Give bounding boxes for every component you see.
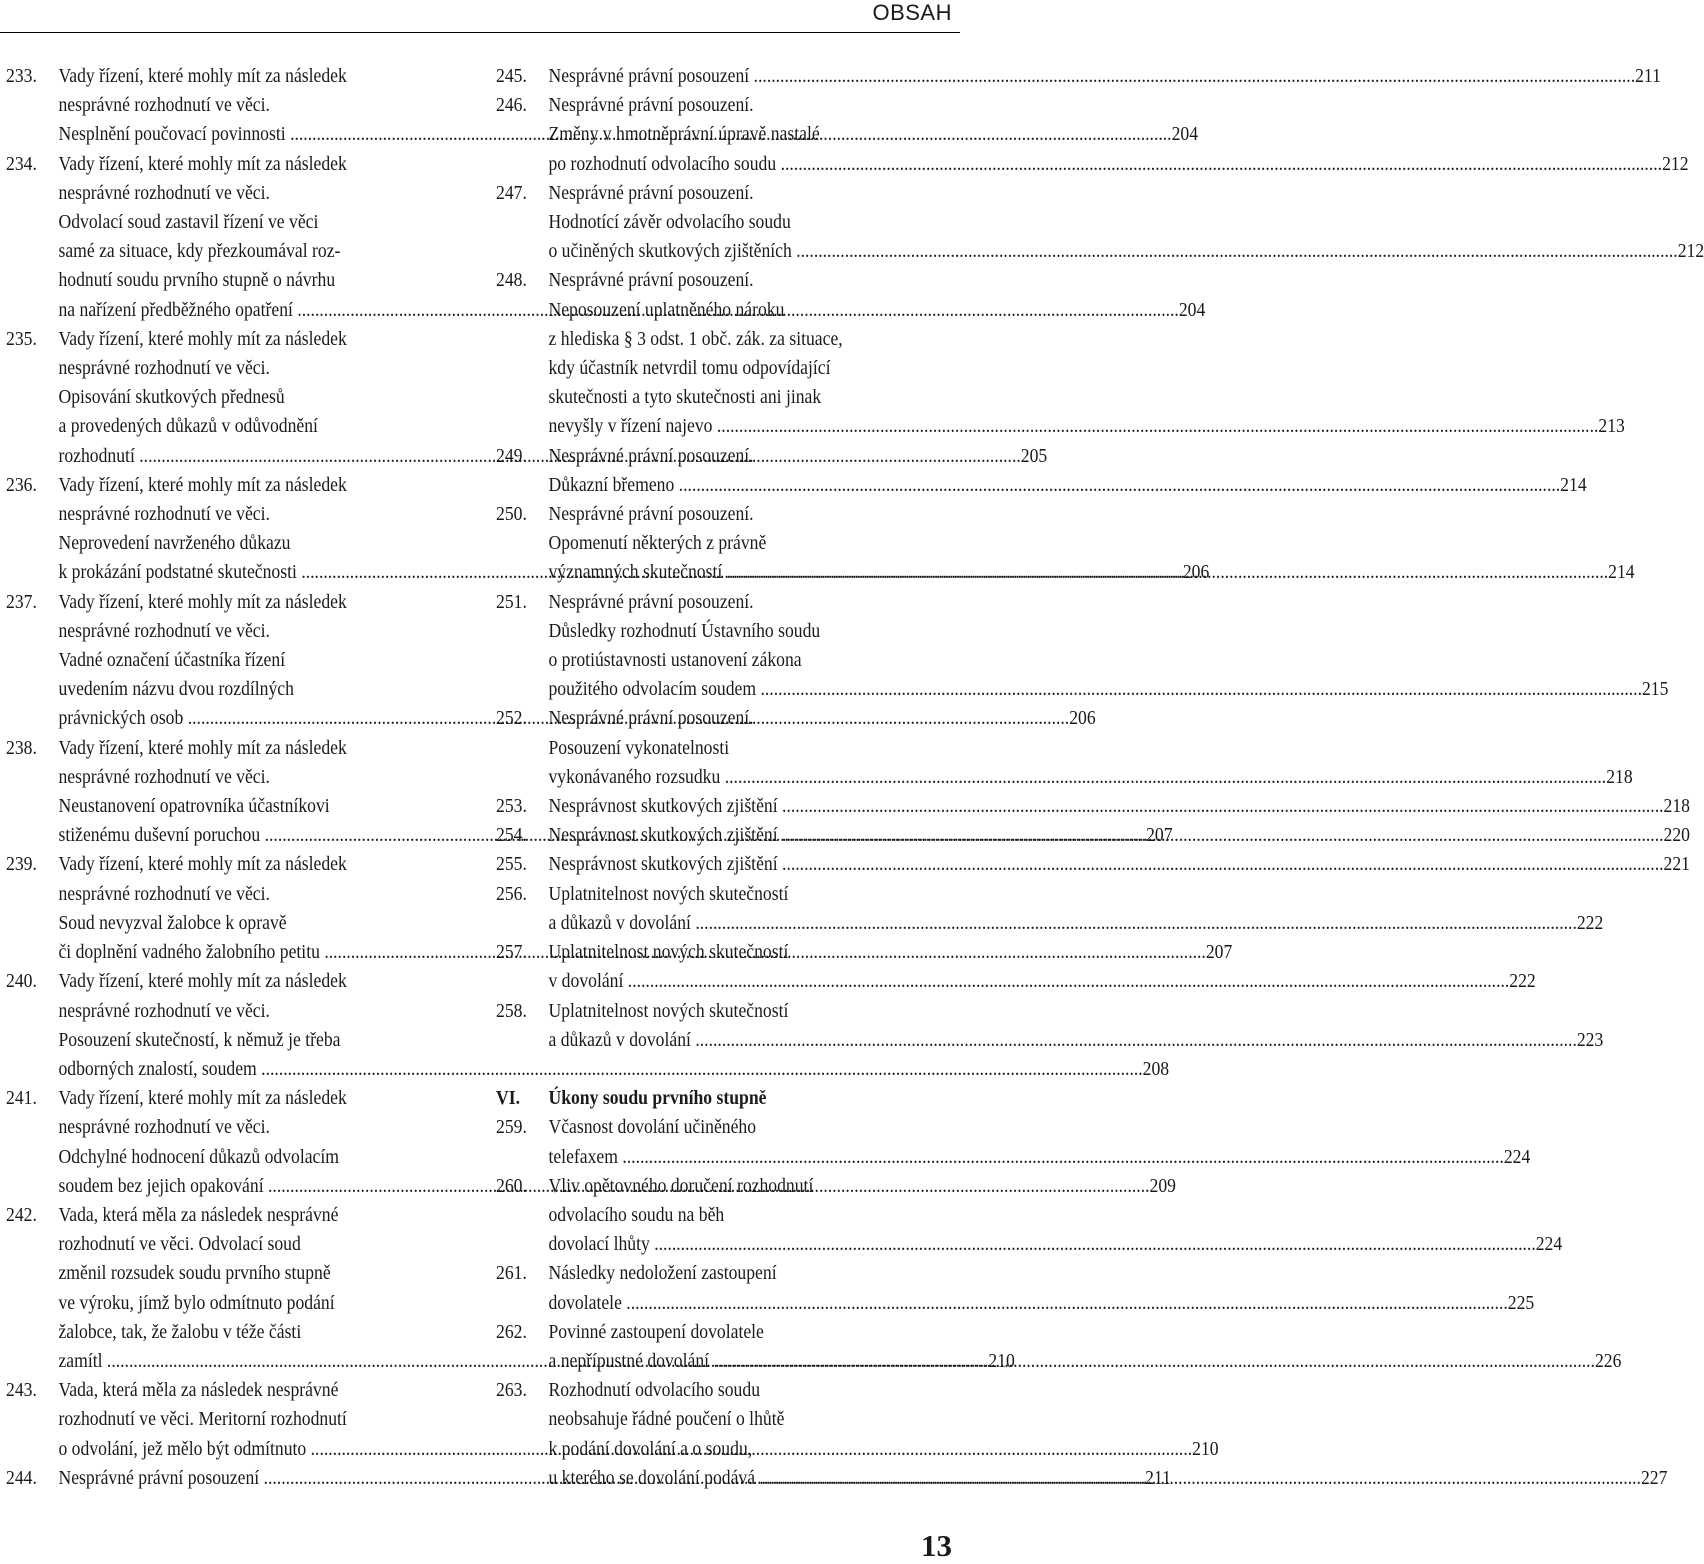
entry-title-end: soudem bez jejich opakování [58,1174,269,1197]
entry-line: Rozhodnutí odvolacího soudu [548,1379,761,1402]
entry-page-number: 225 [1507,1291,1535,1314]
toc-entry[interactable] [496,588,1669,705]
entry-last-line [548,909,1603,938]
entry-title-end: a důkazů v dovolání [548,911,696,934]
entry-title-end: nevyšly v řízení najevo [548,415,717,438]
entry-page-number: 214 [1608,561,1635,584]
entry-line: Posouzení skutečností, k němuž je třeba [58,1028,341,1051]
entry-line: ve výroku, jímž bylo odmítnuto podání [58,1291,335,1314]
entry-last-line [548,1347,1621,1376]
entry-last-line [548,1143,1530,1172]
entry-title-end: odborných znalostí, soudem [58,1057,262,1080]
entry-text [548,880,1603,938]
toc-entry[interactable] [496,1259,1535,1317]
entry-page-number: 221 [1663,853,1690,876]
entry-page-number: 206 [1069,707,1096,730]
entry-number: 239. [6,853,37,876]
entry-line: nesprávné rozhodnutí ve věci. [58,999,270,1022]
entry-text [548,62,1660,91]
entry-title-end: rozhodnutí [58,444,140,467]
entry-title-end: dovolatele [548,1291,627,1314]
entry-line: Neposouzení uplatněného nároku [548,298,785,321]
entry-line: Nesprávné právní posouzení. [548,269,754,292]
entry-page-number: 204 [1178,298,1206,321]
entry-line: Opisování skutkových přednesů [58,386,285,409]
section-heading [496,1084,952,1113]
entry-title-end: po rozhodnutí odvolacího soudu [548,152,781,175]
entry-line: skutečnosti a tyto skutečnosti ani jinak [548,386,822,409]
dot-leader [717,412,1599,441]
entry-line: a provedených důkazů v odůvodnění [58,415,318,438]
section-title: Úkony soudu prvního stupně [548,1087,767,1110]
dot-leader [628,967,1510,996]
entry-line: Vady řízení, které mohly mít za následek [58,65,347,87]
entry-title-end: dovolací lhůty [548,1233,655,1256]
dot-leader [695,1026,1577,1055]
entry-last-line [548,1464,1667,1493]
entry-text [548,442,1586,500]
entry-line: Vady řízení, které mohly mít za následek [58,736,347,759]
entry-number: 237. [6,590,37,613]
entry-title-end: Nesprávnost skutkových zjištění [548,824,783,847]
entry-line: Uplatnitelnost nových skutečností [548,941,789,964]
entry-line: z hlediska § 3 odst. 1 obč. zák. za situace, [548,327,843,350]
entry-last-line [548,471,1586,500]
entry-line: Nesprávné právní posouzení. [548,707,754,730]
dot-leader [796,237,1678,266]
entry-text [548,938,1535,996]
entry-number: 256. [496,882,527,905]
entry-line: Odchylné hodnocení důkazů odvolacím [58,1145,339,1168]
entry-last-line [548,150,1688,179]
entry-number: 242. [6,1203,37,1226]
entry-page-number: 227 [1640,1466,1668,1489]
entry-line: Posouzení vykonatelnosti [548,736,730,759]
entry-last-line [548,821,1690,850]
entry-text [548,1113,1530,1171]
dot-leader [782,850,1664,879]
dot-leader [654,1230,1536,1259]
entry-title-end: a nepřípustné dovolání [548,1349,714,1372]
entry-line: odvolacího soudu na běh [548,1203,725,1226]
entry-line: nesprávné rozhodnutí ve věci. [58,1116,270,1139]
entry-title-end: k prokázání podstatné skutečnosti [58,561,302,584]
entry-number: 251. [496,590,527,613]
dot-leader [754,62,1636,91]
entry-title-end: o odvolání, jež mělo být odmítnuto [58,1437,311,1460]
dot-leader [759,1464,1641,1493]
entry-line: Uplatnitelnost nových skutečností [548,999,789,1022]
entry-page-number: 213 [1598,415,1625,438]
dot-leader [781,150,1663,179]
entry-line: nesprávné rozhodnutí ve věci. [58,94,270,117]
entry-text [548,850,1690,879]
entry-line: Povinné zastoupení dovolatele [548,1320,764,1343]
entry-text [548,1172,1562,1260]
entry-number: 255. [496,853,527,876]
entry-title-end: na nařízení předběžného opatření [58,298,298,321]
entry-number: 252. [496,707,527,730]
entry-page-number: 208 [1142,1057,1170,1080]
dot-leader [695,909,1577,938]
entry-line: nesprávné rozhodnutí ve věci. [58,882,270,905]
entry-text [548,266,1624,441]
entry-page-number: 212 [1677,240,1704,263]
entry-number: 259. [496,1116,527,1139]
entry-text [548,179,1704,267]
entry-text [548,821,1690,850]
entry-last-line [548,412,1624,441]
entry-line: o protiústavnosti ustanovení zákona [548,649,802,672]
entry-line: změnil rozsudek soudu prvního stupně [58,1262,331,1285]
entry-line: Vada, která měla za následek nesprávné [58,1203,339,1226]
entry-number: 233. [6,65,37,87]
entry-page-number: 218 [1663,795,1690,818]
entry-number: 258. [496,999,527,1022]
page-number: 13 [921,1528,952,1563]
entry-title-end: Nesprávnost skutkových zjištění [548,795,783,818]
entry-last-line [548,850,1690,879]
section-number: VI. [496,1087,521,1110]
entry-title-end: a důkazů v dovolání [548,1028,696,1051]
entry-line: Důsledky rozhodnutí Ústavního soudu [548,619,821,642]
entry-title-end: Důkazní břemeno [548,473,679,496]
entry-line: Nesprávné právní posouzení. [548,503,754,526]
dot-leader [622,1143,1503,1172]
entry-text [548,1318,1621,1376]
entry-title-end: v dovolání [548,970,628,993]
entry-line: neobsahuje řádné poučení o lhůtě [548,1408,785,1431]
entry-page-number: 222 [1509,970,1536,993]
entry-page-number: 218 [1606,765,1633,788]
entry-text [548,1376,1667,1493]
entry-page-number: 212 [1662,152,1689,175]
entry-number: 260. [496,1174,527,1197]
entry-number: 247. [496,181,527,204]
entry-last-line [548,763,1632,792]
entry-line: uvedením názvu dvou rozdílných [58,678,294,701]
dot-leader [679,471,1561,500]
toc-entry[interactable] [496,880,1604,938]
entry-line: Uplatnitelnost nových skutečností [548,882,789,905]
entry-last-line [548,237,1704,266]
entry-line: Vliv opětovného doručení rozhodnutí [548,1174,814,1197]
entry-number: 244. [6,1466,37,1489]
entry-page-number: 226 [1594,1349,1622,1372]
dot-leader [782,821,1664,850]
entry-page-number: 215 [1641,678,1669,701]
entry-line: Vady řízení, které mohly mít za následek [58,970,347,993]
entry-line: rozhodnutí ve věci. Odvolací soud [58,1233,301,1256]
entry-number: 243. [6,1379,37,1402]
entry-line: hodnutí soudu prvního stupně o návrhu [58,269,336,292]
entry-text [548,500,1634,588]
entry-line: Hodnotící závěr odvolacího soudu [548,211,791,234]
entry-number: 240. [6,970,37,993]
entry-page-number: 207 [1146,824,1173,847]
entry-page-number: 214 [1560,473,1587,496]
entry-title-end: stiženému duševní poruchou [58,824,265,847]
dot-leader [760,675,1642,704]
entry-number: 241. [6,1087,37,1110]
entry-number: 234. [6,152,37,175]
entry-number: 238. [6,736,37,759]
entry-line: k podání dovolání a o soudu, [548,1437,753,1460]
entry-text [548,91,1688,179]
entry-page-number: 206 [1182,561,1210,584]
entry-page-number: 224 [1535,1233,1563,1256]
entry-text [548,588,1668,705]
toc-entry[interactable] [496,850,1690,879]
toc-entry[interactable] [496,792,1690,821]
entry-number: 263. [496,1379,527,1402]
entry-line: Včasnost dovolání učiněného [548,1116,757,1139]
entry-title-end: Nesprávné právní posouzení [548,65,754,87]
entry-number: 254. [496,824,527,847]
entry-last-line [548,792,1690,821]
entry-title-end: významných skutečností [548,561,727,584]
entry-number: 249. [496,444,527,467]
entry-page-number: 211 [1145,1466,1171,1489]
dot-leader [725,763,1607,792]
entry-text [548,997,1603,1055]
entry-line: Změny v hmotněprávní úpravě nastalé [548,123,820,146]
entry-text [548,1259,1534,1317]
entry-line: Vadné označení účastníka řízení [58,649,286,672]
entry-number: 248. [496,269,527,292]
entry-text [548,704,1632,792]
entry-number: 257. [496,941,527,964]
dot-leader [626,1289,1508,1318]
entry-last-line [548,1230,1562,1259]
entry-line: žalobce, tak, že žalobu v téže části [58,1320,302,1343]
entry-title-end: telefaxem [548,1145,623,1168]
entry-text [548,792,1690,821]
entry-line: Soud nevyzval žalobce k opravě [58,911,287,934]
dot-leader [713,1347,1595,1376]
entry-line: Vady řízení, které mohly mít za následek [58,327,347,350]
entry-line: nesprávné rozhodnutí ve věci. [58,181,270,204]
entry-page-number: 222 [1576,911,1604,934]
header-rule [0,32,960,33]
entry-last-line [548,62,1660,91]
entry-line: Neprovedení navrženého důkazu [58,532,291,555]
entry-number: 261. [496,1262,527,1285]
entry-line: Vady řízení, které mohly mít za následek [58,853,347,876]
entry-number: 235. [6,327,37,350]
entry-line: samé za situace, kdy přezkoumával roz- [58,240,341,263]
entry-page-number: 207 [1205,941,1233,964]
entry-last-line [548,1289,1534,1318]
dot-leader [727,558,1609,587]
entry-title-end: u kterého se dovolání podává [548,1466,760,1489]
toc-entry[interactable] [496,62,1661,91]
entry-title-end: právnických osob [58,707,188,730]
entry-last-line [548,1026,1603,1055]
entry-line: Opomenutí některých z právně [548,532,767,555]
entry-line: Vady řízení, které mohly mít za následek [58,152,347,175]
entry-last-line [548,675,1668,704]
entry-title-end: Nesplnění poučovací povinnosti [58,123,291,146]
toc-entry[interactable] [496,179,1704,267]
entry-line: Vady řízení, které mohly mít za následek [58,473,347,496]
entry-page-number: 205 [1020,444,1048,467]
dot-leader [782,792,1664,821]
toc-entry[interactable] [496,1113,1531,1171]
entry-last-line [548,558,1634,587]
toc-entry[interactable] [496,997,1604,1055]
entry-line: rozhodnutí ve věci. Meritorní rozhodnutí [58,1408,347,1431]
entry-line: nesprávné rozhodnutí ve věci. [58,619,270,642]
entry-page-number: 220 [1663,824,1690,847]
running-header: OBSAH [872,0,952,25]
entry-page-number: 204 [1171,123,1199,146]
entry-line: Následky nedoložení zastoupení [548,1262,777,1285]
entry-number: 262. [496,1320,527,1343]
entry-page-number: 209 [1149,1174,1176,1197]
entry-page-number: 224 [1503,1145,1531,1168]
entry-page-number: 223 [1576,1028,1604,1051]
entry-line: nesprávné rozhodnutí ve věci. [58,503,270,526]
entry-line: Odvolací soud zastavil řízení ve věci [58,211,319,234]
entry-line: Vady řízení, které mohly mít za následek [58,1087,347,1110]
entry-line: Nesprávné právní posouzení. [548,181,754,204]
entry-number: 236. [6,473,37,496]
entry-title-end: Nesprávné právní posouzení [58,1466,264,1489]
entry-page-number: 210 [1192,1437,1219,1460]
entry-line: Nesprávné právní posouzení. [548,94,754,117]
entry-title-end: či doplnění vadného žalobního petitu [58,941,325,964]
entry-title-end: vykonávaného rozsudku [548,765,725,788]
entry-title-end: zamítl [58,1349,107,1372]
entry-line: Nesprávné právní posouzení. [548,590,754,613]
entry-number: 250. [496,503,527,526]
entry-line: Vady řízení, které mohly mít za následek [58,590,347,613]
entry-line: Nesprávné právní posouzení. [548,444,754,467]
entry-title-end: o učiněných skutkových zjištěních [548,240,797,263]
entry-number: 245. [496,65,527,87]
entry-title-end: Nesprávnost skutkových zjištění [548,853,783,876]
entry-number: 253. [496,795,527,818]
entry-number: 246. [496,94,527,117]
entry-title-end: použitého odvolacím soudem [548,678,761,701]
entry-line: Vada, která měla za následek nesprávné [58,1379,339,1402]
entry-line: kdy účastník netvrdil tomu odpovídající [548,357,831,380]
entry-line: nesprávné rozhodnutí ve věci. [58,765,270,788]
entry-page-number: 211 [1635,65,1661,87]
entry-page-number: 210 [988,1349,1015,1372]
entry-line: nesprávné rozhodnutí ve věci. [58,357,270,380]
entry-last-line [548,967,1535,996]
entry-line: Neustanovení opatrovníka účastníkovi [58,795,330,818]
